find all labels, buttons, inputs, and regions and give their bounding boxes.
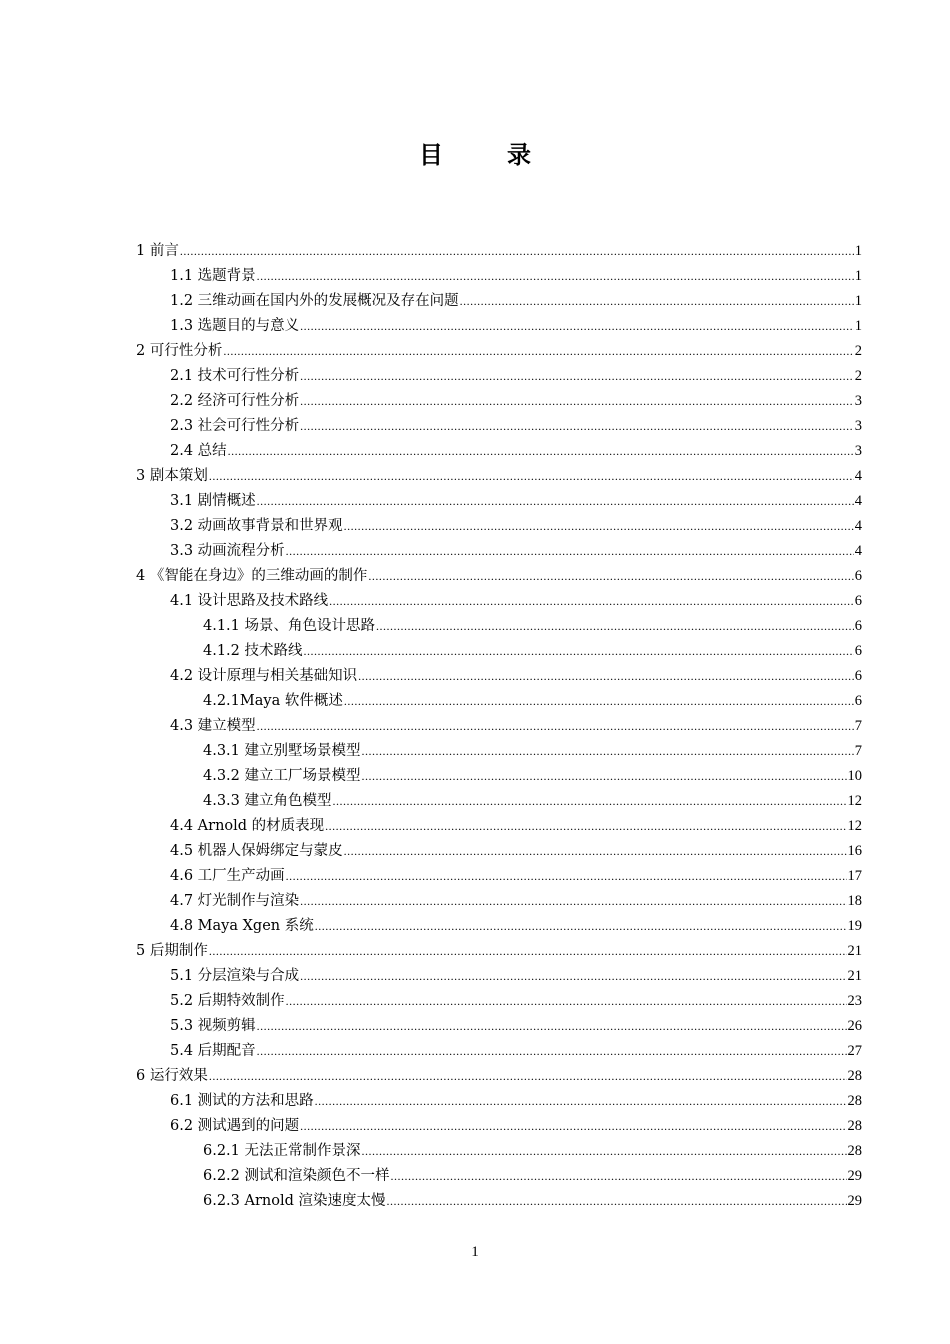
toc-entry[interactable]: [136, 914, 862, 939]
toc-dot-leader: [344, 689, 854, 714]
toc-entry-page: 23: [847, 993, 862, 1009]
toc-entry[interactable]: [136, 489, 862, 514]
toc-entry[interactable]: [136, 589, 862, 614]
toc-dot-leader: [358, 664, 854, 689]
toc-entry[interactable]: [136, 964, 862, 989]
toc-entry-page: 17: [847, 868, 862, 884]
toc-entry-page: 1: [854, 318, 862, 334]
toc-entry[interactable]: [136, 989, 862, 1014]
toc-entry-title: 3.1 剧情概述: [170, 493, 256, 509]
page-number: 1: [471, 1244, 479, 1260]
toc-entry-title: 2.2 经济可行性分析: [170, 393, 300, 409]
toc-dot-leader: [257, 1014, 847, 1039]
toc-entry-page: 4: [854, 543, 862, 559]
toc-entry-page: 29: [847, 1168, 862, 1184]
toc-dot-leader: [300, 364, 854, 389]
toc-entry-page: 27: [847, 1043, 862, 1059]
toc-entry[interactable]: [136, 639, 862, 664]
toc-entry-page: 2: [854, 368, 862, 384]
toc-entry-title: 4.3.1 建立别墅场景模型: [203, 743, 361, 759]
toc-entry[interactable]: [136, 389, 862, 414]
toc-entry-title: 1.1 选题背景: [170, 268, 256, 284]
toc-dot-leader: [344, 839, 847, 864]
toc-entry-title: 6.2 测试遇到的问题: [170, 1118, 300, 1134]
toc-entry-page: 4: [854, 493, 862, 509]
toc-entry-page: 21: [847, 943, 862, 959]
toc-entry-page: 28: [847, 1093, 862, 1109]
toc-entry-page: 28: [847, 1143, 862, 1159]
toc-entry-title: 5.2 后期特效制作: [170, 993, 285, 1009]
toc-entry-title: 5.3 视频剪辑: [170, 1018, 256, 1034]
toc-entry-title: 5 后期制作: [136, 943, 208, 959]
toc-dot-leader: [223, 339, 853, 364]
toc-dot-leader: [333, 789, 847, 814]
toc-entry[interactable]: [136, 339, 862, 364]
toc-entry[interactable]: [136, 664, 862, 689]
toc-dot-leader: [315, 1089, 847, 1114]
toc-dot-leader: [344, 514, 854, 539]
toc-entry-page: 6: [854, 618, 862, 634]
page-title: 目 录: [419, 141, 551, 169]
toc-dot-leader: [228, 439, 854, 464]
toc-entry-title: 4.3.3 建立角色模型: [203, 793, 332, 809]
toc-entry[interactable]: [136, 239, 862, 264]
toc-entry-page: 4: [854, 468, 862, 484]
toc-entry-title: 2.3 社会可行性分析: [170, 418, 300, 434]
toc-entry-title: 4 《智能在身边》的三维动画的制作: [136, 568, 368, 584]
toc-entry[interactable]: [136, 464, 862, 489]
toc-entry[interactable]: [136, 739, 862, 764]
toc-dot-leader: [257, 1039, 847, 1064]
toc-dot-leader: [300, 964, 846, 989]
toc-entry[interactable]: [136, 1039, 862, 1064]
toc-dot-leader: [329, 589, 854, 614]
toc-dot-leader: [460, 289, 854, 314]
toc-dot-leader: [300, 1114, 846, 1139]
toc-entry-title: 6 运行效果: [136, 1068, 208, 1084]
toc-dot-leader: [180, 239, 854, 264]
toc-dot-leader: [257, 714, 854, 739]
toc-entry-page: 3: [854, 418, 862, 434]
toc-entry-title: 3 剧本策划: [136, 468, 208, 484]
toc-dot-leader: [209, 939, 847, 964]
toc-entry[interactable]: [136, 364, 862, 389]
toc-entry-page: 6: [854, 668, 862, 684]
toc-dot-leader: [209, 1064, 847, 1089]
toc-dot-leader: [257, 489, 854, 514]
toc-entry-page: 3: [854, 393, 862, 409]
toc-entry-page: 28: [847, 1118, 862, 1134]
toc-entry-title: 4.1.2 技术路线: [203, 643, 303, 659]
toc-entry-title: 4.1 设计思路及技术路线: [170, 593, 329, 609]
toc-entry-page: 12: [847, 818, 862, 834]
toc-entry-page: 29: [847, 1193, 862, 1209]
toc-entry[interactable]: [136, 614, 862, 639]
toc-entry-page: 12: [847, 793, 862, 809]
toc-entry[interactable]: [136, 539, 862, 564]
toc-entry-page: 2: [854, 343, 862, 359]
toc-entry[interactable]: [136, 439, 862, 464]
toc-entry[interactable]: [136, 1114, 862, 1139]
toc-entry[interactable]: [136, 1014, 862, 1039]
toc-entry[interactable]: [136, 1089, 862, 1114]
toc-dot-leader: [362, 739, 854, 764]
toc-entry-page: 1: [854, 268, 862, 284]
toc-dot-leader: [286, 539, 854, 564]
toc-entry[interactable]: [136, 264, 862, 289]
toc-dot-leader: [300, 889, 846, 914]
toc-dot-leader: [209, 464, 854, 489]
toc-entry-title: 4.6 工厂生产动画: [170, 868, 285, 884]
toc-entry[interactable]: [136, 864, 862, 889]
toc-entry[interactable]: [136, 289, 862, 314]
toc-entry-title: 5.1 分层渲染与合成: [170, 968, 300, 984]
toc-entry-page: 1: [854, 293, 862, 309]
toc-entry[interactable]: [136, 814, 862, 839]
toc-entry[interactable]: [136, 939, 862, 964]
toc-dot-leader: [325, 814, 846, 839]
toc-entry[interactable]: [136, 689, 862, 714]
toc-dot-leader: [304, 639, 854, 664]
toc-dot-leader: [300, 389, 854, 414]
toc-dot-leader: [286, 864, 847, 889]
toc-entry[interactable]: [136, 514, 862, 539]
toc-entry-title: 4.2 设计原理与相关基础知识: [170, 668, 358, 684]
toc-entry-page: 26: [847, 1018, 862, 1034]
toc-entry-title: 4.1.1 场景、角色设计思路: [203, 618, 376, 634]
toc-entry-title: 2.1 技术可行性分析: [170, 368, 300, 384]
toc-entry-page: 7: [854, 718, 862, 734]
toc-dot-leader: [362, 1139, 847, 1164]
toc-dot-leader: [376, 614, 854, 639]
toc-entry[interactable]: [136, 1139, 862, 1164]
toc-dot-leader: [257, 264, 854, 289]
toc-entry-title: 4.7 灯光制作与渲染: [170, 893, 300, 909]
toc-dot-leader: [391, 1164, 847, 1189]
toc-entry-title: 4.2.1Maya 软件概述: [203, 693, 343, 709]
toc-entry[interactable]: [136, 314, 862, 339]
toc-entry-title: 4.3 建立模型: [170, 718, 256, 734]
toc-entry-title: 4.8 Maya Xgen 系统: [170, 918, 314, 934]
toc-entry[interactable]: [136, 1064, 862, 1089]
toc-dot-leader: [362, 764, 847, 789]
toc-entry[interactable]: [136, 764, 862, 789]
toc-dot-leader: [368, 564, 853, 589]
toc-entry-title: 6.2.1 无法正常制作景深: [203, 1143, 361, 1159]
toc-dot-leader: [387, 1189, 847, 1214]
toc-dot-leader: [286, 989, 847, 1014]
toc-entry-title: 3.2 动画故事背景和世界观: [170, 518, 343, 534]
toc-entry-page: 6: [854, 693, 862, 709]
toc-entry-page: 18: [847, 893, 862, 909]
toc-entry-title: 1 前言: [136, 243, 179, 259]
toc-entry-page: 6: [854, 568, 862, 584]
toc-dot-leader: [315, 914, 847, 939]
toc-entry-title: 1.3 选题目的与意义: [170, 318, 300, 334]
toc-dot-leader: [300, 314, 854, 339]
toc-entry-page: 19: [847, 918, 862, 934]
toc-entry-page: 10: [847, 768, 862, 784]
toc-entry-page: 28: [847, 1068, 862, 1084]
toc-entry-title: 2 可行性分析: [136, 343, 223, 359]
toc-entry-page: 6: [854, 643, 862, 659]
toc-entry-page: 21: [847, 968, 862, 984]
toc-entry[interactable]: [136, 414, 862, 439]
toc-entry-page: 1: [854, 243, 862, 259]
toc-entry-title: 4.3.2 建立工厂场景模型: [203, 768, 361, 784]
toc-entry[interactable]: [136, 564, 862, 589]
toc-entry-title: 6.1 测试的方法和思路: [170, 1093, 314, 1109]
toc-entry[interactable]: [136, 839, 862, 864]
toc-entry[interactable]: [136, 789, 862, 814]
toc-entry-title: 6.2.2 测试和渲染颜色不一样: [203, 1168, 390, 1184]
toc-entry-page: 6: [854, 593, 862, 609]
toc-entry[interactable]: [136, 889, 862, 914]
toc-entry-page: 7: [854, 743, 862, 759]
toc-entry-title: 4.5 机器人保姆绑定与蒙皮: [170, 843, 343, 859]
toc-entry-page: 16: [847, 843, 862, 859]
toc-entry-title: 1.2 三维动画在国内外的发展概况及存在问题: [170, 293, 459, 309]
table-of-contents: [136, 239, 862, 1214]
toc-entry-page: 4: [854, 518, 862, 534]
toc-entry[interactable]: [136, 1189, 862, 1214]
toc-entry-title: 6.2.3 Arnold 渲染速度太慢: [203, 1193, 386, 1209]
toc-entry-title: 3.3 动画流程分析: [170, 543, 285, 559]
toc-entry[interactable]: [136, 1164, 862, 1189]
toc-entry[interactable]: [136, 714, 862, 739]
toc-entry-title: 2.4 总结: [170, 443, 227, 459]
toc-entry-title: 4.4 Arnold 的材质表现: [170, 818, 325, 834]
toc-entry-title: 5.4 后期配音: [170, 1043, 256, 1059]
toc-dot-leader: [300, 414, 854, 439]
toc-entry-page: 3: [854, 443, 862, 459]
